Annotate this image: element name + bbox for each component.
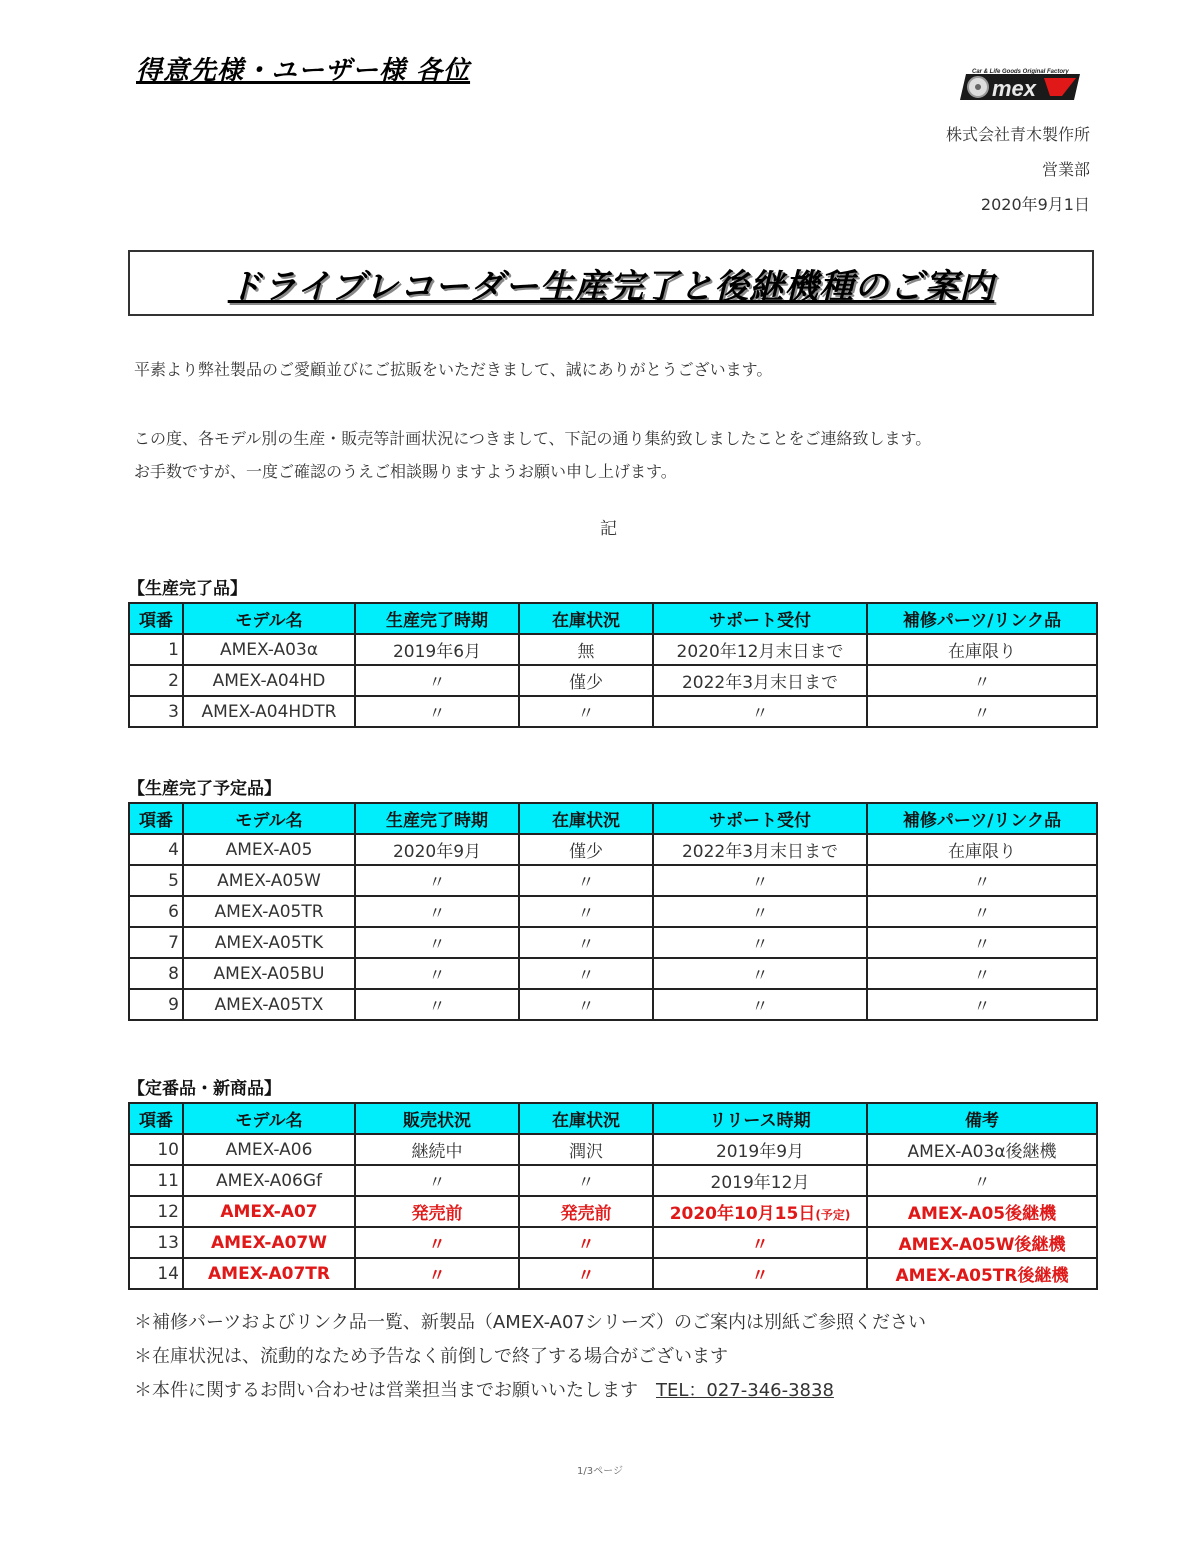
document-title: ドライブレコーダー生産完了と後継機種のご案内 (227, 266, 995, 307)
table-row (129, 896, 1097, 927)
section-label-discontinued: 【生産完了品】 (128, 579, 247, 599)
table-cell: AMEX-A05W後継機 (867, 1227, 1097, 1258)
row-number-cell: 14 (129, 1258, 183, 1289)
header-cell: 項番 (129, 603, 183, 634)
row-number-cell: 1 (129, 634, 183, 665)
svg-text:mex: mex (992, 76, 1037, 101)
note-2: ＊在庫状況は、流動的なため予告なく前倒しで終了する場合がございます (134, 1346, 728, 1367)
table-cell: 〃 (653, 696, 867, 727)
table-cell: AMEX-A07 (183, 1196, 355, 1227)
table-cell: 潤沢 (519, 1134, 653, 1165)
table-cell: AMEX-A03α後継機 (867, 1134, 1097, 1165)
table-row (129, 1134, 1097, 1165)
table-planned-discontinuation (128, 802, 1098, 1021)
row-number-cell: 2 (129, 665, 183, 696)
header-cell: 項番 (129, 803, 183, 834)
table-cell: 〃 (867, 865, 1097, 896)
header-cell: 在庫状況 (519, 1103, 653, 1134)
table-header-row (129, 803, 1097, 834)
table-cell: 〃 (355, 958, 519, 989)
row-number-cell: 11 (129, 1165, 183, 1196)
table-cell: 在庫限り (867, 634, 1097, 665)
row-number-cell: 3 (129, 696, 183, 727)
table-cell: 2022年3月末日まで (653, 834, 867, 865)
table-row (129, 865, 1097, 896)
table-row (129, 927, 1097, 958)
note-1: ＊補修パーツおよびリンク品一覧、新製品（AMEX-A07シリーズ）のご案内は別紙ご参照ください (134, 1312, 926, 1333)
page-number: 1/3ページ (577, 1466, 623, 1477)
title-box (128, 250, 1094, 316)
table-current-new (128, 1102, 1098, 1290)
table-cell: 〃 (355, 989, 519, 1020)
table-cell: AMEX-A05BU (183, 958, 355, 989)
header-cell: 在庫状況 (519, 803, 653, 834)
table-cell: 2020年9月 (355, 834, 519, 865)
table-cell: AMEX-A03α (183, 634, 355, 665)
table-cell: 〃 (653, 989, 867, 1020)
table-cell: 〃 (519, 1165, 653, 1196)
table-cell: 〃 (355, 1258, 519, 1289)
table-cell: AMEX-A05TK (183, 927, 355, 958)
table-cell (653, 1196, 867, 1227)
table-cell: AMEX-A04HD (183, 665, 355, 696)
header-cell: サポート受付 (653, 803, 867, 834)
table-cell: 〃 (867, 958, 1097, 989)
table-cell: 〃 (653, 927, 867, 958)
section-label-current-new: 【定番品・新商品】 (128, 1079, 281, 1099)
table-cell: 〃 (519, 1227, 653, 1258)
table-cell: 〃 (653, 865, 867, 896)
header-cell: モデル名 (183, 603, 355, 634)
table-cell: 無 (519, 634, 653, 665)
table-cell: AMEX-A04HDTR (183, 696, 355, 727)
row-number-cell: 12 (129, 1196, 183, 1227)
table-cell: AMEX-A07TR (183, 1258, 355, 1289)
table-cell: 2019年6月 (355, 634, 519, 665)
note-3-text: ＊本件に関するお問い合わせは営業担当までお願いいたします (134, 1380, 638, 1401)
table-discontinued (128, 602, 1098, 728)
table-cell: AMEX-A06Gf (183, 1165, 355, 1196)
table-cell: 〃 (653, 896, 867, 927)
table-cell: AMEX-A05 (183, 834, 355, 865)
table-cell: 〃 (355, 1227, 519, 1258)
header-cell: 生産完了時期 (355, 803, 519, 834)
header-cell: リリース時期 (653, 1103, 867, 1134)
table-cell: AMEX-A05TR (183, 896, 355, 927)
table-row (129, 958, 1097, 989)
header-cell: サポート受付 (653, 603, 867, 634)
table-row (129, 634, 1097, 665)
table-cell: 〃 (867, 665, 1097, 696)
table-cell: 〃 (653, 1258, 867, 1289)
table-row (129, 834, 1097, 865)
table-cell: 2019年12月 (653, 1165, 867, 1196)
table-cell: 〃 (867, 696, 1097, 727)
table-cell: 僅少 (519, 834, 653, 865)
header-cell: モデル名 (183, 803, 355, 834)
row-number-cell: 13 (129, 1227, 183, 1258)
body-line-2: お手数ですが、一度ご確認のうえご相談賜りますようお願い申し上げます。 (134, 462, 677, 481)
department: 営業部 (1041, 160, 1090, 179)
table-cell: 〃 (519, 1258, 653, 1289)
table-cell: 僅少 (519, 665, 653, 696)
table-cell: 〃 (519, 927, 653, 958)
table-cell: AMEX-A07W (183, 1227, 355, 1258)
amex-logo-icon (958, 66, 1082, 102)
row-number-cell: 4 (129, 834, 183, 865)
table-header-row (129, 603, 1097, 634)
release-date: 2020年10月15日 (669, 1204, 816, 1224)
table-row (129, 1258, 1097, 1289)
table-cell: 〃 (355, 927, 519, 958)
row-number-cell: 10 (129, 1134, 183, 1165)
header-cell: 備考 (867, 1103, 1097, 1134)
table-cell: AMEX-A05TR後継機 (867, 1258, 1097, 1289)
table-header-row (129, 1103, 1097, 1134)
table-cell: 〃 (653, 1227, 867, 1258)
header-cell: 生産完了時期 (355, 603, 519, 634)
greeting-paragraph: 平素より弊社製品のご愛顧並びにご拡販をいただきまして、誠にありがとうございます。 (134, 360, 773, 379)
note-3 (134, 1376, 834, 1402)
row-number-cell: 8 (129, 958, 183, 989)
header-cell: 在庫状況 (519, 603, 653, 634)
table-cell: AMEX-A05W (183, 865, 355, 896)
table-cell: AMEX-A05TX (183, 989, 355, 1020)
table-cell: 〃 (355, 865, 519, 896)
section-label-planned-discontinuation: 【生産完了予定品】 (128, 779, 281, 799)
addressee: 得意先様・ユーザー様 各位 (136, 56, 471, 86)
table-row (129, 989, 1097, 1020)
table-cell: 2019年9月 (653, 1134, 867, 1165)
table-row (129, 1196, 1097, 1227)
header-cell: モデル名 (183, 1103, 355, 1134)
header-cell: 補修パーツ/リンク品 (867, 803, 1097, 834)
table-cell: 発売前 (355, 1196, 519, 1227)
svg-text:Car & Life Goods Original Fact: Car & Life Goods Original Factory (972, 69, 1069, 75)
table-cell: AMEX-A05後継機 (867, 1196, 1097, 1227)
table-cell: 〃 (355, 896, 519, 927)
row-number-cell: 6 (129, 896, 183, 927)
table-cell: 〃 (355, 665, 519, 696)
header-cell: 補修パーツ/リンク品 (867, 603, 1097, 634)
amex-logo (958, 66, 1082, 102)
table-row (129, 696, 1097, 727)
table-row (129, 1227, 1097, 1258)
header-cell: 項番 (129, 1103, 183, 1134)
table-cell: 継続中 (355, 1134, 519, 1165)
table-cell: 〃 (867, 1165, 1097, 1196)
table-row (129, 1165, 1097, 1196)
table-cell: 2022年3月末日まで (653, 665, 867, 696)
table-cell: 〃 (653, 958, 867, 989)
table-cell: 〃 (867, 896, 1097, 927)
table-cell: 〃 (867, 927, 1097, 958)
table-cell: 〃 (519, 958, 653, 989)
table-cell: 〃 (519, 865, 653, 896)
table-row (129, 665, 1097, 696)
row-number-cell: 9 (129, 989, 183, 1020)
row-number-cell: 7 (129, 927, 183, 958)
table-cell: 〃 (519, 896, 653, 927)
table-cell: 〃 (519, 989, 653, 1020)
header-cell: 販売状況 (355, 1103, 519, 1134)
body-line-1: この度、各モデル別の生産・販売等計画状況につきまして、下記の通り集約致しましたことをご連絡致します。 (134, 429, 932, 448)
table-cell: 〃 (355, 696, 519, 727)
table-cell: 〃 (519, 696, 653, 727)
issue-date: 2020年9月1日 (980, 195, 1090, 214)
table-cell: 〃 (355, 1165, 519, 1196)
table-cell: 2020年12月末日まで (653, 634, 867, 665)
table-cell: 〃 (867, 989, 1097, 1020)
ki-marker: 記 (600, 519, 617, 539)
table-cell: 発売前 (519, 1196, 653, 1227)
company-name: 株式会社青木製作所 (945, 125, 1090, 144)
table-cell: 在庫限り (867, 834, 1097, 865)
release-date-note: (予定) (815, 1208, 851, 1222)
table-cell: AMEX-A06 (183, 1134, 355, 1165)
row-number-cell: 5 (129, 865, 183, 896)
contact-tel[interactable]: TEL：027-346-3838 (656, 1380, 834, 1401)
